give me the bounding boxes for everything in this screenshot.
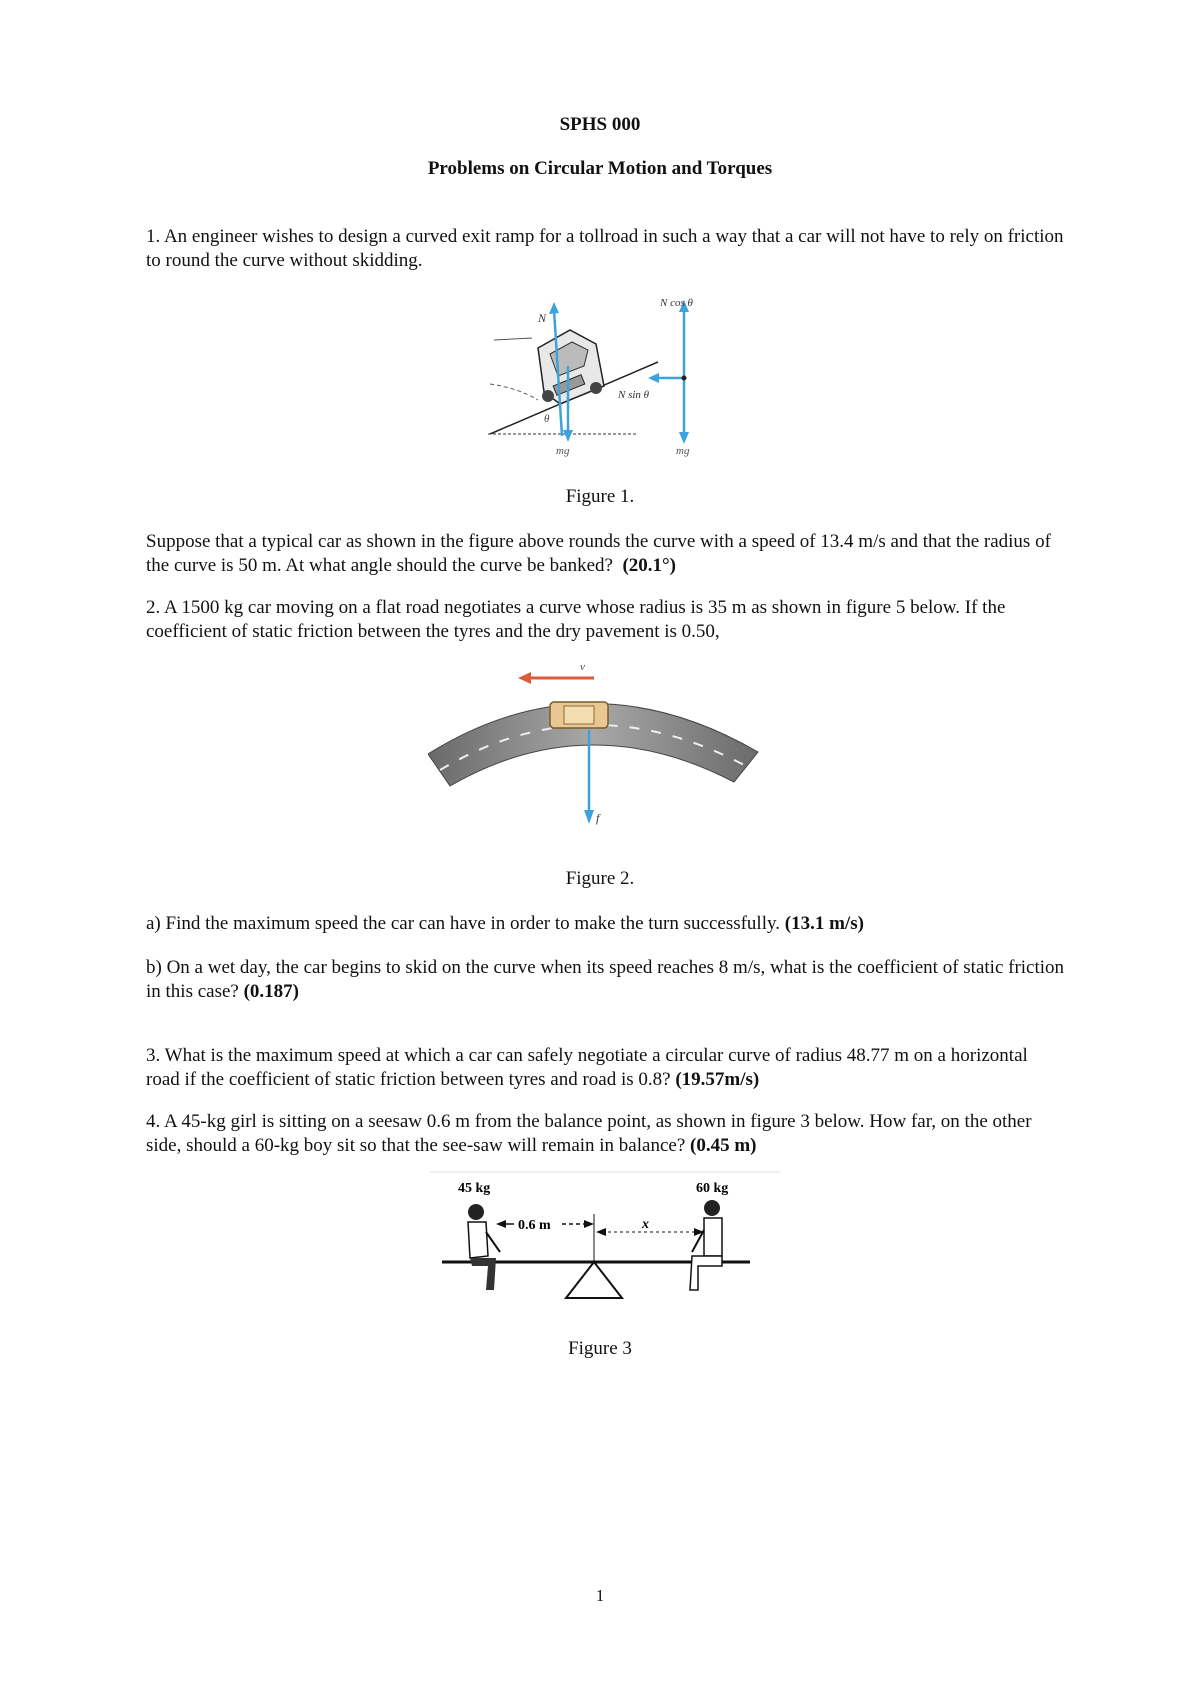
label-ncos: N cos θ bbox=[660, 297, 693, 309]
distance-label: 0.6 m bbox=[518, 1218, 551, 1233]
figure-3-seesaw bbox=[430, 1170, 780, 1310]
figure-1-banked-curve bbox=[488, 296, 728, 462]
question-2b-text: b) On a wet day, the car begins to skid on the curve when its speed reaches 8 m/s, what is the coefficient of static friction in this case? bbox=[146, 957, 1065, 1002]
x-label: x bbox=[642, 1217, 649, 1232]
question-3 bbox=[146, 1044, 1066, 1092]
label-mg-2: mg bbox=[676, 445, 690, 457]
figure-2-caption: Figure 2. bbox=[565, 868, 635, 889]
label-mg: mg bbox=[556, 445, 570, 457]
question-2b-answer: (0.187) bbox=[243, 981, 300, 1002]
question-1-follow-text: Suppose that a typical car as shown in the figure above rounds the curve with a speed of 13.4 m/s and that the radius of the curve is 50 m. At what angle should the curve be banked? bbox=[146, 531, 1051, 576]
car-top-icon bbox=[550, 702, 608, 728]
question-2-text: 2. A 1500 kg car moving on a flat road negotiates a curve whose radius is 35 m as shown in figure 5 below. If the coefficient of static friction between the tyres and the dry pavement is 0.50, bbox=[146, 597, 1006, 642]
figure-3-caption: Figure 3 bbox=[568, 1338, 632, 1359]
page-number: 1 bbox=[595, 1586, 605, 1605]
girl-mass-label: 45 kg bbox=[458, 1181, 491, 1196]
figure-2-flat-curve bbox=[428, 660, 768, 838]
course-code: SPHS 000 bbox=[559, 114, 641, 135]
question-3-text: 3. What is the maximum speed at which a car can safely negotiate a circular curve of radius 48.77 m on a horizontal road if the coefficient of static friction between tyres and road is 0.8? bbox=[146, 1045, 1028, 1090]
question-2a-answer: (13.1 m/s) bbox=[784, 913, 864, 934]
label-theta: θ bbox=[544, 413, 550, 425]
question-4 bbox=[146, 1110, 1066, 1158]
car-rear-icon bbox=[538, 330, 604, 404]
label-v: v bbox=[580, 661, 585, 673]
question-1-answer: (20.1°) bbox=[622, 555, 676, 576]
figure-1-caption: Figure 1. bbox=[565, 486, 635, 507]
label-n: N bbox=[538, 311, 547, 325]
question-2a-text: a) Find the maximum speed the car can have in order to make the turn successfully. bbox=[146, 913, 781, 934]
question-2b bbox=[146, 956, 1066, 1004]
question-4-answer: (0.45 m) bbox=[690, 1135, 757, 1156]
question-2a bbox=[146, 912, 1066, 936]
boy-figure-icon bbox=[690, 1200, 722, 1290]
question-1-text: 1. An engineer wishes to design a curved exit ramp for a tollroad in such a way that a car will not have to rely on friction to round the curve without skidding. bbox=[146, 226, 1064, 271]
question-4-text: 4. A 45-kg girl is sitting on a seesaw 0.6 m from the balance point, as shown in figure 3 below. How far, on the other side, should a 60-kg boy sit so that the see-saw will remain in balance? bbox=[146, 1111, 1032, 1156]
question-1-follow bbox=[146, 530, 1066, 578]
girl-figure-icon bbox=[468, 1204, 500, 1290]
label-nsin: N sin θ bbox=[618, 389, 650, 401]
label-fs: f bbox=[596, 811, 600, 825]
page-title: Problems on Circular Motion and Torques bbox=[427, 158, 773, 179]
question-3-answer: (19.57m/s) bbox=[675, 1069, 760, 1090]
boy-mass-label: 60 kg bbox=[696, 1181, 729, 1196]
